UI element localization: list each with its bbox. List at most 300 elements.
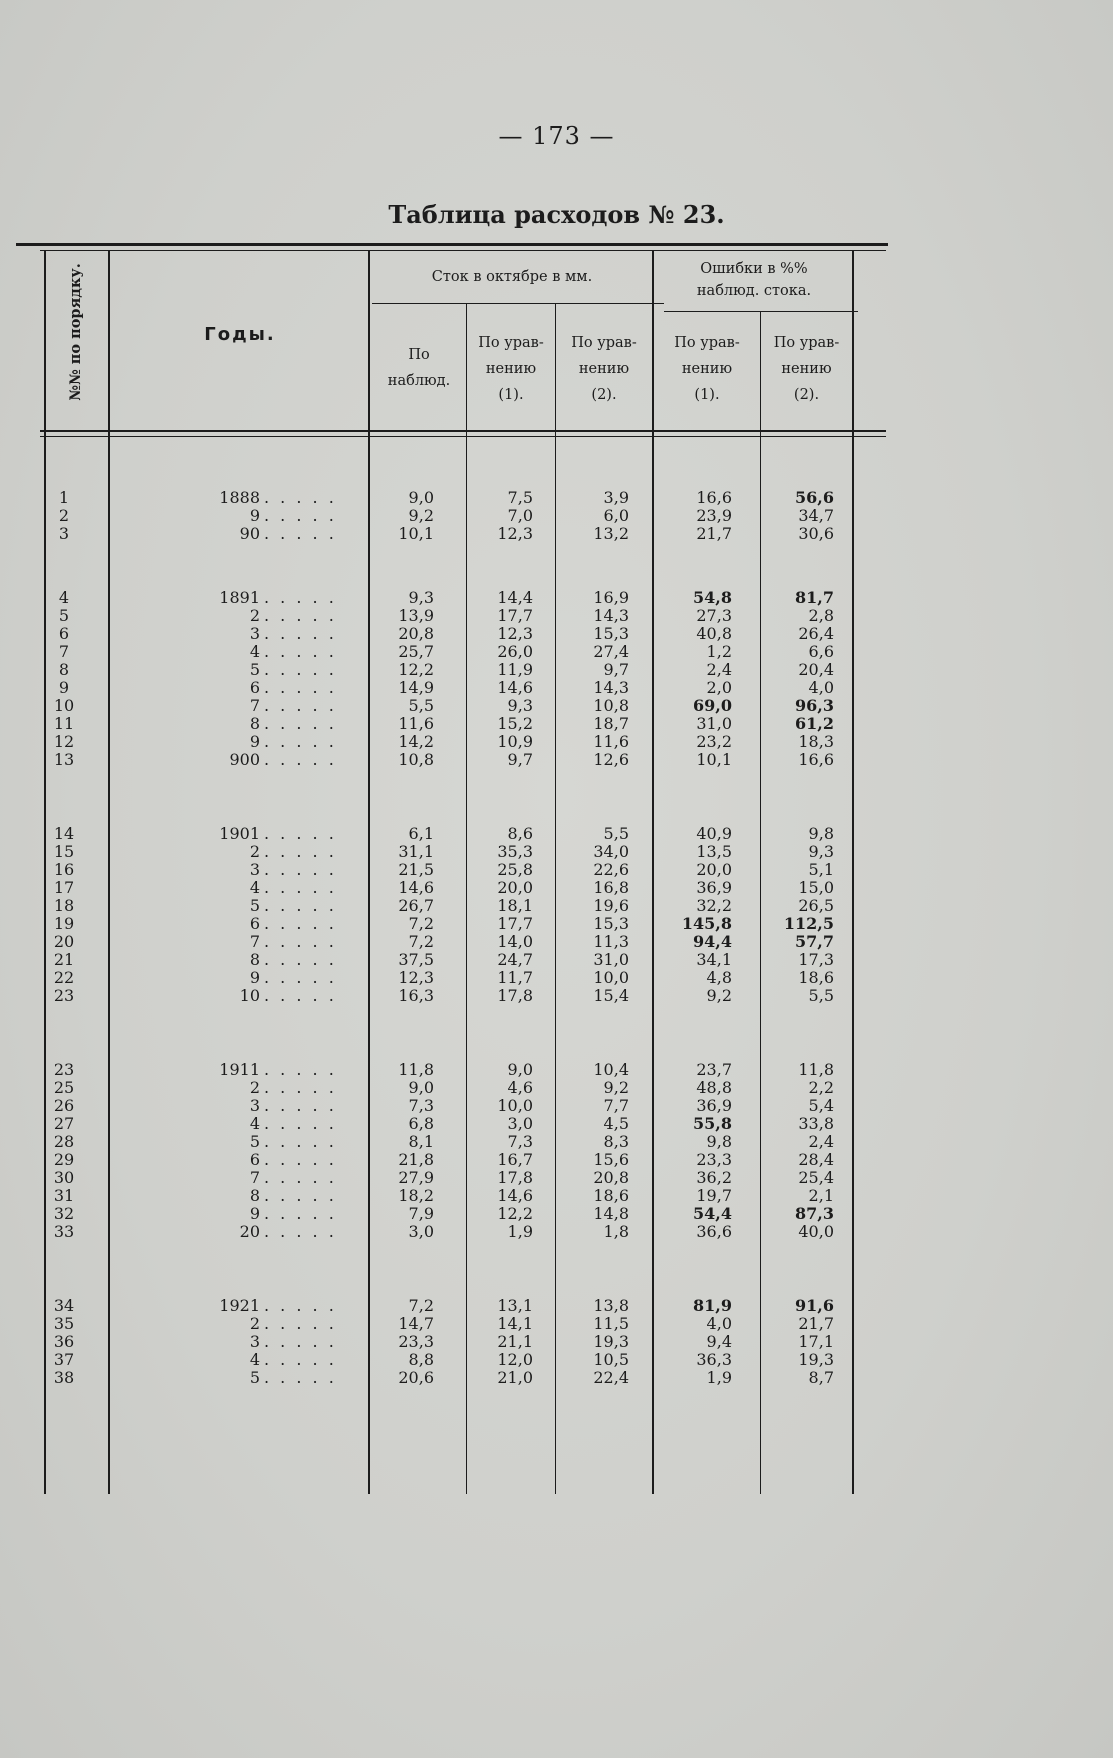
row-flow-eq2: 18,6 (593, 1186, 629, 1205)
row-number: 11 (53, 714, 75, 733)
row-error-eq1: 1,2 (706, 642, 732, 661)
table-row (0, 968, 1113, 988)
row-year: 8 (249, 950, 260, 969)
row-error-eq1: 2,0 (706, 678, 732, 697)
row-flow-eq2: 15,3 (593, 624, 629, 643)
row-flow-eq2: 18,7 (593, 714, 629, 733)
row-dots: . . . . . (264, 1222, 337, 1241)
row-error-eq2: 28,4 (798, 1150, 834, 1169)
row-year: 1891 (219, 588, 260, 607)
row-number: 1 (58, 488, 70, 507)
row-observed: 21,5 (398, 860, 434, 879)
row-year: 1921 (219, 1296, 260, 1315)
row-observed: 20,6 (398, 1368, 434, 1387)
row-flow-eq2: 7,7 (603, 1096, 629, 1115)
row-error-eq2: 30,6 (798, 524, 834, 543)
row-error-eq2: 40,0 (798, 1222, 834, 1241)
row-year: 9 (249, 968, 260, 987)
row-year: 8 (249, 1186, 260, 1205)
row-dots: . . . . . (264, 732, 337, 751)
row-number: 33 (53, 1222, 75, 1241)
row-observed: 26,7 (398, 896, 434, 915)
row-number: 35 (53, 1314, 75, 1333)
row-dots: . . . . . (264, 524, 337, 543)
row-observed: 10,1 (398, 524, 434, 543)
row-dots: . . . . . (264, 1114, 337, 1133)
row-observed: 16,3 (398, 986, 434, 1005)
row-number: 34 (53, 1296, 75, 1315)
row-number: 37 (53, 1350, 75, 1369)
row-error-eq1: 31,0 (696, 714, 732, 733)
row-flow-eq1: 18,1 (497, 896, 533, 915)
row-error-eq2: 81,7 (795, 588, 834, 607)
row-year: 2 (249, 606, 260, 625)
row-flow-eq2: 15,6 (593, 1150, 629, 1169)
row-error-eq2: 18,6 (798, 968, 834, 987)
row-error-eq1: 145,8 (681, 914, 732, 933)
row-observed: 18,2 (398, 1186, 434, 1205)
row-year: 6 (249, 678, 260, 697)
row-flow-eq2: 16,9 (593, 588, 629, 607)
table-row (0, 1114, 1113, 1134)
table-row (0, 896, 1113, 916)
table-row (0, 986, 1113, 1006)
row-year: 900 (229, 750, 260, 769)
row-flow-eq1: 35,3 (497, 842, 533, 861)
row-flow-eq1: 11,7 (497, 968, 533, 987)
row-error-eq1: 27,3 (696, 606, 732, 625)
table-row (0, 932, 1113, 952)
row-flow-eq2: 27,4 (593, 642, 629, 661)
row-error-eq2: 9,3 (808, 842, 834, 861)
row-dots: . . . . . (264, 642, 337, 661)
row-error-eq1: 4,0 (706, 1314, 732, 1333)
table-row (0, 488, 1113, 508)
row-error-eq1: 16,6 (696, 488, 732, 507)
row-observed: 25,7 (398, 642, 434, 661)
row-observed: 9,3 (408, 588, 434, 607)
row-error-eq2: 5,4 (808, 1096, 834, 1115)
row-flow-eq2: 15,3 (593, 914, 629, 933)
row-error-eq2: 16,6 (798, 750, 834, 769)
row-number: 23 (53, 1060, 75, 1079)
row-observed: 9,2 (408, 506, 434, 525)
row-number: 25 (53, 1078, 75, 1097)
row-flow-eq2: 13,8 (593, 1296, 629, 1315)
row-flow-eq2: 22,6 (593, 860, 629, 879)
row-observed: 37,5 (398, 950, 434, 969)
row-number: 38 (53, 1368, 75, 1387)
row-observed: 14,6 (398, 878, 434, 897)
row-number: 4 (58, 588, 70, 607)
row-year: 1911 (219, 1060, 260, 1079)
page-number: — 173 — (498, 122, 615, 150)
row-error-eq2: 61,2 (795, 714, 834, 733)
row-error-eq1: 94,4 (693, 932, 732, 951)
top-rule-thin (40, 250, 886, 251)
row-error-eq2: 20,4 (798, 660, 834, 679)
row-year: 3 (249, 860, 260, 879)
row-error-eq2: 2,4 (808, 1132, 834, 1151)
row-flow-eq2: 6,0 (603, 506, 629, 525)
row-observed: 11,8 (398, 1060, 434, 1079)
row-error-eq2: 17,1 (798, 1332, 834, 1351)
row-year: 8 (249, 714, 260, 733)
header-rule-flow (372, 303, 664, 304)
row-flow-eq1: 1,9 (507, 1222, 533, 1241)
row-error-eq1: 36,9 (696, 1096, 732, 1115)
row-error-eq1: 20,0 (696, 860, 732, 879)
row-number: 20 (53, 932, 75, 951)
row-error-eq1: 13,5 (696, 842, 732, 861)
row-flow-eq1: 12,3 (497, 524, 533, 543)
row-flow-eq2: 11,3 (593, 932, 629, 951)
row-dots: . . . . . (264, 896, 337, 915)
row-year: 2 (249, 842, 260, 861)
row-flow-eq2: 14,3 (593, 606, 629, 625)
row-observed: 3,0 (408, 1222, 434, 1241)
row-error-eq2: 11,8 (798, 1060, 834, 1079)
row-observed: 7,9 (408, 1204, 434, 1223)
row-flow-eq2: 11,5 (593, 1314, 629, 1333)
header-error-eq2: По урав- нению (2). (773, 335, 840, 403)
row-year: 2 (249, 1314, 260, 1333)
row-flow-eq1: 20,0 (497, 878, 533, 897)
table-row (0, 624, 1113, 644)
row-dots: . . . . . (264, 588, 337, 607)
row-year: 6 (249, 1150, 260, 1169)
row-dots: . . . . . (264, 824, 337, 843)
row-error-eq1: 54,4 (693, 1204, 732, 1223)
row-dots: . . . . . (264, 950, 337, 969)
row-error-eq1: 4,8 (706, 968, 732, 987)
row-dots: . . . . . (264, 1132, 337, 1151)
table-row (0, 606, 1113, 626)
table-row (0, 1150, 1113, 1170)
row-year: 10 (239, 986, 260, 1005)
row-number: 19 (53, 914, 75, 933)
row-error-eq2: 57,7 (795, 932, 834, 951)
row-flow-eq2: 10,5 (593, 1350, 629, 1369)
row-error-eq1: 36,9 (696, 878, 732, 897)
row-number: 16 (53, 860, 75, 879)
row-observed: 12,2 (398, 660, 434, 679)
row-year: 9 (249, 732, 260, 751)
row-dots: . . . . . (264, 1314, 337, 1333)
row-year: 20 (239, 1222, 260, 1241)
row-flow-eq1: 3,0 (507, 1114, 533, 1133)
row-observed: 21,8 (398, 1150, 434, 1169)
row-flow-eq2: 10,0 (593, 968, 629, 987)
row-number: 26 (53, 1096, 75, 1115)
row-number: 31 (53, 1186, 75, 1205)
row-dots: . . . . . (264, 1168, 337, 1187)
row-year: 3 (249, 1096, 260, 1115)
row-observed: 7,2 (408, 914, 434, 933)
row-flow-eq2: 19,3 (593, 1332, 629, 1351)
row-flow-eq2: 3,9 (603, 488, 629, 507)
row-flow-eq1: 12,2 (497, 1204, 533, 1223)
row-number: 7 (58, 642, 70, 661)
row-error-eq2: 6,6 (808, 642, 834, 661)
row-observed: 20,8 (398, 624, 434, 643)
table-row (0, 714, 1113, 734)
row-flow-eq1: 24,7 (497, 950, 533, 969)
row-dots: . . . . . (264, 1096, 337, 1115)
row-flow-eq1: 25,8 (497, 860, 533, 879)
row-observed: 11,6 (398, 714, 434, 733)
row-error-eq2: 33,8 (798, 1114, 834, 1133)
row-observed: 9,0 (408, 488, 434, 507)
row-flow-eq1: 10,0 (497, 1096, 533, 1115)
row-flow-eq1: 12,0 (497, 1350, 533, 1369)
row-flow-eq2: 11,6 (593, 732, 629, 751)
row-observed: 27,9 (398, 1168, 434, 1187)
row-number: 29 (53, 1150, 75, 1169)
row-flow-eq1: 9,7 (507, 750, 533, 769)
row-year: 9 (249, 1204, 260, 1223)
row-error-eq1: 9,2 (706, 986, 732, 1005)
row-number: 14 (53, 824, 75, 843)
row-flow-eq1: 17,8 (497, 1168, 533, 1187)
row-flow-eq1: 9,3 (507, 696, 533, 715)
row-dots: . . . . . (264, 1296, 337, 1315)
header-flow-group: Сток в октябре в мм. (431, 269, 593, 285)
row-flow-eq1: 17,7 (497, 914, 533, 933)
row-observed: 23,3 (398, 1332, 434, 1351)
row-number: 30 (53, 1168, 75, 1187)
row-observed: 14,2 (398, 732, 434, 751)
row-number: 17 (53, 878, 75, 897)
row-flow-eq1: 14,4 (497, 588, 533, 607)
table-row (0, 732, 1113, 752)
row-dots: . . . . . (264, 986, 337, 1005)
header-flow-eq1: По урав- нению (1). (478, 335, 544, 403)
header-rule-errors (664, 311, 858, 312)
row-error-eq2: 15,0 (798, 878, 834, 897)
table-row (0, 1368, 1113, 1388)
table-row (0, 842, 1113, 862)
table-row (0, 678, 1113, 698)
row-flow-eq2: 8,3 (603, 1132, 629, 1151)
row-number: 15 (53, 842, 75, 861)
row-error-eq2: 91,6 (795, 1296, 834, 1315)
row-number: 27 (53, 1114, 75, 1133)
row-error-eq2: 17,3 (798, 950, 834, 969)
row-number: 10 (53, 696, 75, 715)
row-dots: . . . . . (264, 968, 337, 987)
row-dots: . . . . . (264, 878, 337, 897)
table-row (0, 660, 1113, 680)
row-error-eq1: 23,2 (696, 732, 732, 751)
row-dots: . . . . . (264, 1204, 337, 1223)
row-year: 9 (249, 506, 260, 525)
table-row (0, 750, 1113, 770)
header-error-eq1: По урав- нению (1). (674, 335, 740, 403)
row-flow-eq1: 21,0 (497, 1368, 533, 1387)
row-dots: . . . . . (264, 488, 337, 507)
table-row (0, 1078, 1113, 1098)
row-flow-eq2: 1,8 (603, 1222, 629, 1241)
row-flow-eq1: 14,6 (497, 1186, 533, 1205)
row-dots: . . . . . (264, 1078, 337, 1097)
row-error-eq1: 48,8 (696, 1078, 732, 1097)
table-row (0, 950, 1113, 970)
row-year: 5 (249, 1368, 260, 1387)
row-flow-eq2: 31,0 (593, 950, 629, 969)
row-observed: 7,3 (408, 1096, 434, 1115)
row-flow-eq1: 7,0 (507, 506, 533, 525)
row-error-eq2: 21,7 (798, 1314, 834, 1333)
row-error-eq1: 2,4 (706, 660, 732, 679)
row-flow-eq1: 11,9 (497, 660, 533, 679)
table-row (0, 1060, 1113, 1080)
row-observed: 6,8 (408, 1114, 434, 1133)
table-row (0, 1204, 1113, 1224)
row-year: 1888 (219, 488, 260, 507)
row-error-eq1: 55,8 (693, 1114, 732, 1133)
row-dots: . . . . . (264, 914, 337, 933)
table-row (0, 1296, 1113, 1316)
row-observed: 7,2 (408, 1296, 434, 1315)
row-error-eq2: 18,3 (798, 732, 834, 751)
row-flow-eq2: 34,0 (593, 842, 629, 861)
row-number: 28 (53, 1132, 75, 1151)
row-observed: 8,8 (408, 1350, 434, 1369)
row-flow-eq1: 13,1 (497, 1296, 533, 1315)
row-dots: . . . . . (264, 1060, 337, 1079)
row-year: 2 (249, 1078, 260, 1097)
row-error-eq1: 23,9 (696, 506, 732, 525)
row-dots: . . . . . (264, 714, 337, 733)
row-error-eq1: 81,9 (693, 1296, 732, 1315)
row-error-eq2: 19,3 (798, 1350, 834, 1369)
row-flow-eq1: 26,0 (497, 642, 533, 661)
row-flow-eq1: 14,1 (497, 1314, 533, 1333)
table-row (0, 1222, 1113, 1242)
row-flow-eq2: 19,6 (593, 896, 629, 915)
row-flow-eq1: 12,3 (497, 624, 533, 643)
row-error-eq1: 69,0 (693, 696, 732, 715)
table-row (0, 1186, 1113, 1206)
row-flow-eq1: 7,3 (507, 1132, 533, 1151)
row-error-eq2: 112,5 (783, 914, 834, 933)
row-number: 21 (53, 950, 75, 969)
row-year: 3 (249, 1332, 260, 1351)
header-row-number: №№ по порядку. (67, 263, 84, 401)
row-flow-eq2: 13,2 (593, 524, 629, 543)
row-dots: . . . . . (264, 678, 337, 697)
row-error-eq1: 23,7 (696, 1060, 732, 1079)
row-year: 5 (249, 1132, 260, 1151)
row-error-eq1: 54,8 (693, 588, 732, 607)
table-row (0, 1132, 1113, 1152)
row-year: 1901 (219, 824, 260, 843)
row-flow-eq2: 22,4 (593, 1368, 629, 1387)
row-year: 7 (249, 1168, 260, 1187)
row-dots: . . . . . (264, 1350, 337, 1369)
row-observed: 13,9 (398, 606, 434, 625)
row-observed: 8,1 (408, 1132, 434, 1151)
row-error-eq2: 9,8 (808, 824, 834, 843)
table-row (0, 696, 1113, 716)
row-flow-eq1: 4,6 (507, 1078, 533, 1097)
row-error-eq1: 32,2 (696, 896, 732, 915)
row-error-eq1: 34,1 (696, 950, 732, 969)
row-number: 23 (53, 986, 75, 1005)
row-flow-eq1: 14,0 (497, 932, 533, 951)
row-flow-eq1: 16,7 (497, 1150, 533, 1169)
row-dots: . . . . . (264, 1368, 337, 1387)
row-dots: . . . . . (264, 750, 337, 769)
table-row (0, 524, 1113, 544)
row-error-eq2: 26,4 (798, 624, 834, 643)
row-error-eq2: 5,1 (808, 860, 834, 879)
row-flow-eq2: 14,3 (593, 678, 629, 697)
row-error-eq2: 8,7 (808, 1368, 834, 1387)
row-dots: . . . . . (264, 1186, 337, 1205)
header-observed: По наблюд. (387, 347, 451, 389)
row-number: 36 (53, 1332, 75, 1351)
row-error-eq1: 23,3 (696, 1150, 732, 1169)
table-row (0, 1314, 1113, 1334)
row-observed: 31,1 (398, 842, 434, 861)
row-flow-eq2: 20,8 (593, 1168, 629, 1187)
row-year: 4 (249, 1114, 260, 1133)
row-flow-eq1: 17,7 (497, 606, 533, 625)
row-flow-eq2: 16,8 (593, 878, 629, 897)
row-error-eq2: 25,4 (798, 1168, 834, 1187)
row-number: 8 (58, 660, 70, 679)
row-error-eq1: 36,3 (696, 1350, 732, 1369)
row-number: 18 (53, 896, 75, 915)
row-error-eq2: 96,3 (795, 696, 834, 715)
row-observed: 14,7 (398, 1314, 434, 1333)
row-dots: . . . . . (264, 1150, 337, 1169)
row-year: 90 (239, 524, 260, 543)
row-year: 4 (249, 878, 260, 897)
row-dots: . . . . . (264, 696, 337, 715)
row-dots: . . . . . (264, 506, 337, 525)
row-error-eq2: 87,3 (795, 1204, 834, 1223)
row-flow-eq1: 8,6 (507, 824, 533, 843)
row-error-eq1: 36,2 (696, 1168, 732, 1187)
header-flow-eq2: По урав- нению (2). (571, 335, 637, 403)
row-number: 12 (53, 732, 75, 751)
row-flow-eq1: 15,2 (497, 714, 533, 733)
row-observed: 6,1 (408, 824, 434, 843)
row-flow-eq2: 10,8 (593, 696, 629, 715)
row-flow-eq1: 17,8 (497, 986, 533, 1005)
row-flow-eq1: 14,6 (497, 678, 533, 697)
row-flow-eq2: 9,7 (603, 660, 629, 679)
row-number: 5 (58, 606, 70, 625)
row-error-eq2: 4,0 (808, 678, 834, 697)
row-flow-eq2: 14,8 (593, 1204, 629, 1223)
row-observed: 12,3 (398, 968, 434, 987)
row-flow-eq2: 10,4 (593, 1060, 629, 1079)
table-row (0, 506, 1113, 526)
row-flow-eq1: 21,1 (497, 1332, 533, 1351)
row-error-eq1: 19,7 (696, 1186, 732, 1205)
row-flow-eq1: 7,5 (507, 488, 533, 507)
header-years: Годы. (204, 324, 276, 345)
row-year: 3 (249, 624, 260, 643)
row-error-eq2: 2,2 (808, 1078, 834, 1097)
row-year: 5 (249, 660, 260, 679)
table-title: Таблица расходов № 23. (388, 200, 725, 229)
table-row (0, 1168, 1113, 1188)
